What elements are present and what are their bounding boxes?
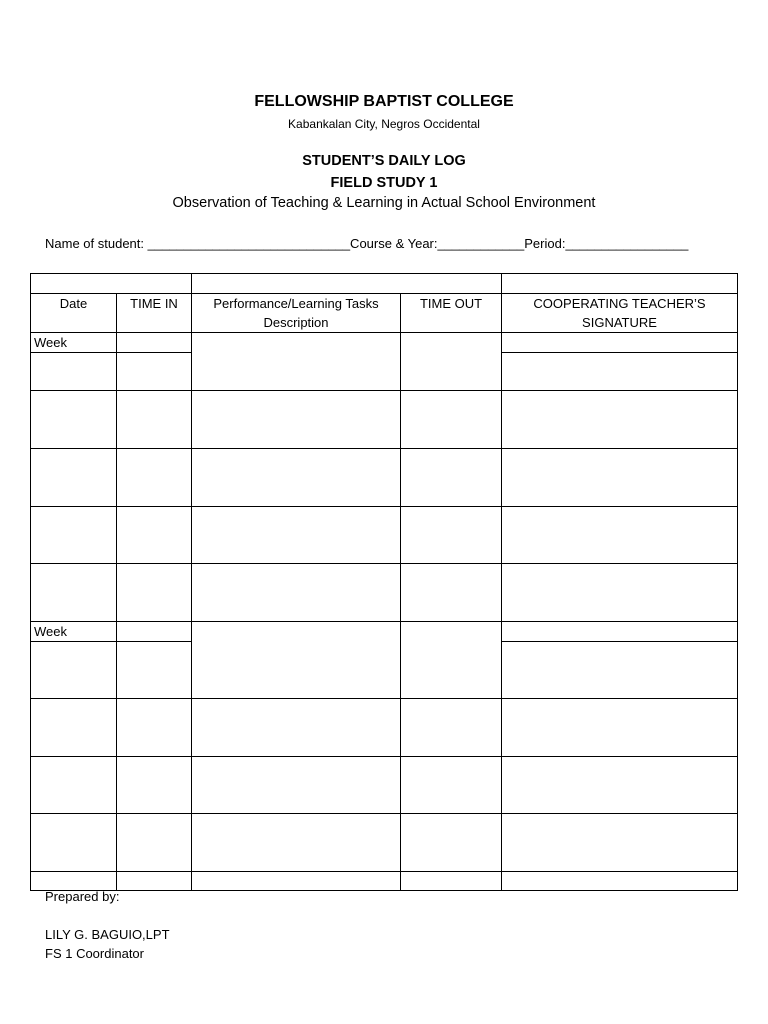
- table-cell[interactable]: [192, 622, 401, 699]
- table-cell[interactable]: [117, 449, 192, 507]
- table-cell[interactable]: [31, 449, 117, 507]
- table-cell[interactable]: [401, 507, 502, 564]
- table-top-band: [31, 274, 738, 294]
- table-cell[interactable]: [117, 642, 192, 699]
- table-cell[interactable]: [502, 622, 738, 642]
- table-cell[interactable]: [117, 333, 192, 353]
- table-cell[interactable]: [502, 333, 738, 353]
- table-cell[interactable]: [31, 814, 117, 872]
- table-cell[interactable]: [117, 699, 192, 757]
- institution-address: Kabankalan City, Negros Occidental: [288, 117, 480, 131]
- table-cell[interactable]: [31, 699, 117, 757]
- col-header-time-in: TIME IN: [117, 294, 192, 333]
- band-cell: [502, 274, 738, 294]
- table-cell[interactable]: [401, 622, 502, 699]
- table-cell[interactable]: [117, 391, 192, 449]
- table-cell[interactable]: [502, 449, 738, 507]
- table-cell[interactable]: [502, 353, 738, 391]
- table-cell[interactable]: [502, 564, 738, 622]
- week-row: [31, 622, 738, 642]
- col-header-tasks: Performance/Learning Tasks Description: [192, 294, 401, 333]
- table-cell[interactable]: [117, 872, 192, 891]
- band-cell: [192, 274, 502, 294]
- table-cell[interactable]: [502, 507, 738, 564]
- table-cell[interactable]: [117, 757, 192, 814]
- week-row: [31, 333, 738, 353]
- table-cell[interactable]: [117, 814, 192, 872]
- log-subtitle: Observation of Teaching & Learning in Actual School Environment: [172, 195, 596, 211]
- table-cell[interactable]: [192, 699, 401, 757]
- table-cell[interactable]: [401, 391, 502, 449]
- table-row: [31, 699, 738, 757]
- log-title: STUDENT’S DAILY LOG: [302, 153, 466, 169]
- coordinator-role: FS 1 Coordinator: [45, 946, 144, 961]
- table-cell[interactable]: [502, 814, 738, 872]
- daily-log-table: [30, 273, 738, 891]
- table-cell[interactable]: [502, 391, 738, 449]
- table-cell[interactable]: [192, 391, 401, 449]
- table-cell[interactable]: [117, 353, 192, 391]
- table-cell[interactable]: [31, 391, 117, 449]
- table-cell[interactable]: [401, 814, 502, 872]
- table-cell[interactable]: [117, 564, 192, 622]
- col-header-time-out: TIME OUT: [401, 294, 502, 333]
- table-cell[interactable]: [502, 642, 738, 699]
- table-row: [31, 449, 738, 507]
- col-header-date: Date: [31, 294, 117, 333]
- table-cell[interactable]: [117, 507, 192, 564]
- table-cell[interactable]: [192, 449, 401, 507]
- student-info-line: Name of student: ____________________________Course & Year:____________Period:_________________: [45, 236, 689, 251]
- week-label: Week: [31, 333, 117, 353]
- table-row: [31, 814, 738, 872]
- table-cell[interactable]: [401, 564, 502, 622]
- table-cell[interactable]: [192, 507, 401, 564]
- table-cell[interactable]: [502, 757, 738, 814]
- table-cell[interactable]: [401, 699, 502, 757]
- table-cell[interactable]: [192, 872, 401, 891]
- prepared-by-label: Prepared by:: [45, 889, 120, 904]
- week-label: Week: [31, 622, 117, 642]
- table-cell[interactable]: [31, 872, 117, 891]
- table-cell[interactable]: [192, 757, 401, 814]
- table-row: [31, 564, 738, 622]
- table-cell[interactable]: [401, 449, 502, 507]
- table-cell[interactable]: [192, 814, 401, 872]
- table-row: [31, 507, 738, 564]
- table-cell[interactable]: [401, 872, 502, 891]
- table-cell[interactable]: [31, 642, 117, 699]
- table-cell[interactable]: [31, 757, 117, 814]
- table-row: [31, 391, 738, 449]
- table-header-row: [31, 294, 738, 333]
- table-cell[interactable]: [401, 333, 502, 391]
- table-cell[interactable]: [401, 757, 502, 814]
- table-cell[interactable]: [192, 564, 401, 622]
- table-cell[interactable]: [502, 872, 738, 891]
- table-cell[interactable]: [117, 622, 192, 642]
- table-cell[interactable]: [192, 333, 401, 391]
- table-cell[interactable]: [31, 353, 117, 391]
- table-cell[interactable]: [31, 507, 117, 564]
- table-cell[interactable]: [31, 564, 117, 622]
- col-header-signature: COOPERATING TEACHER’S SIGNATURE: [502, 294, 738, 333]
- coordinator-name: LILY G. BAGUIO,LPT: [45, 927, 170, 942]
- table-cell[interactable]: [502, 699, 738, 757]
- band-cell: [31, 274, 192, 294]
- institution-name: FELLOWSHIP BAPTIST COLLEGE: [254, 93, 514, 110]
- field-study-title: FIELD STUDY 1: [330, 175, 438, 191]
- table-row: [31, 872, 738, 891]
- table-row: [31, 757, 738, 814]
